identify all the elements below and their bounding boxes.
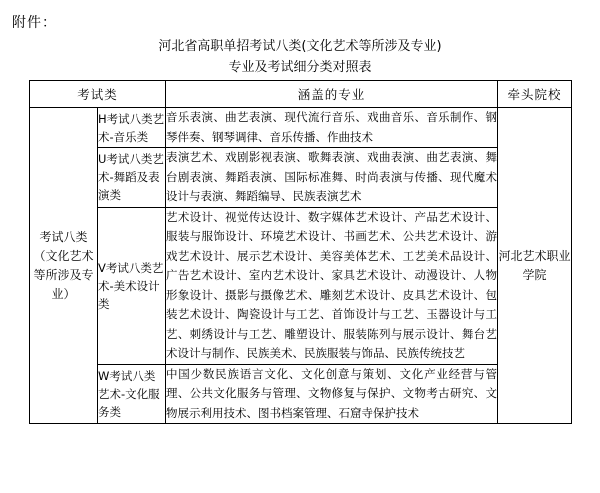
major-category-table <box>29 80 572 424</box>
table-row <box>30 108 572 148</box>
majors-v: 艺术设计、视觉传达设计、数字媒体艺术设计、产品艺术设计、服装与服饰设计、环境艺术设计、书画艺术、公共艺术设计、游戏艺术设计、展示艺术设计、美容美体艺术、工艺美术品设计、广告艺术设计、室内艺术设计、家具艺术设计、动漫设计、人物形象设计、摄影与摄像艺术、雕刻艺术设计、皮具艺术设计、包装艺术设计、陶瓷设计与工艺、首饰设计与工艺、玉器设计与工艺、刺绣设计与工艺、雕塑设计、服装陈列与展示设计、舞台艺术设计与制作、民族美术、民族服装与饰品、民族传统技艺 <box>166 207 498 364</box>
majors-u: 表演艺术、戏剧影视表演、歌舞表演、戏曲表演、曲艺表演、舞台剧表演、舞蹈表演、国际标准舞、时尚表演与传播、现代魔术设计与表演、舞蹈编导、民族表演艺术 <box>166 148 498 208</box>
title-line-1: 河北省高职单招考试八类(文化艺术等所涉及专业) <box>158 39 442 54</box>
table-row <box>30 207 572 364</box>
header-majors: 涵盖的专业 <box>166 81 498 108</box>
table-row <box>30 148 572 208</box>
header-exam-category: 考试类 <box>30 81 166 108</box>
table-header-row <box>30 81 572 108</box>
majors-h: 音乐表演、曲艺表演、现代流行音乐、戏曲音乐、音乐制作、钢琴伴奏、钢琴调律、音乐传播、作曲技术 <box>166 108 498 148</box>
sub-category-u: U考试八类艺术-舞蹈及表演类 <box>98 148 166 208</box>
sub-category-v: V考试八类艺术-美术设计类 <box>98 207 166 364</box>
header-lead-school: 牵头院校 <box>498 81 572 108</box>
majors-w: 中国少数民族语言文化、文化创意与策划、文化产业经营与管理、公共文化服务与管理、文物修复与保护、文物考古研究、文物展示利用技术、图书档案管理、石窟寺保护技术 <box>166 364 498 424</box>
title-line-2: 专业及考试细分类对照表 <box>228 60 372 75</box>
sub-category-h: H考试八类艺术-音乐类 <box>98 108 166 148</box>
exam-category-label: 考试八类（文化艺术等所涉及专业） <box>30 108 98 424</box>
lead-school-name: 河北艺术职业学院 <box>498 108 572 424</box>
table-row <box>30 364 572 424</box>
document-title <box>0 36 600 78</box>
sub-category-w: W考试八类艺术-文化服务类 <box>98 364 166 424</box>
attachment-label: 附件： <box>12 15 57 31</box>
